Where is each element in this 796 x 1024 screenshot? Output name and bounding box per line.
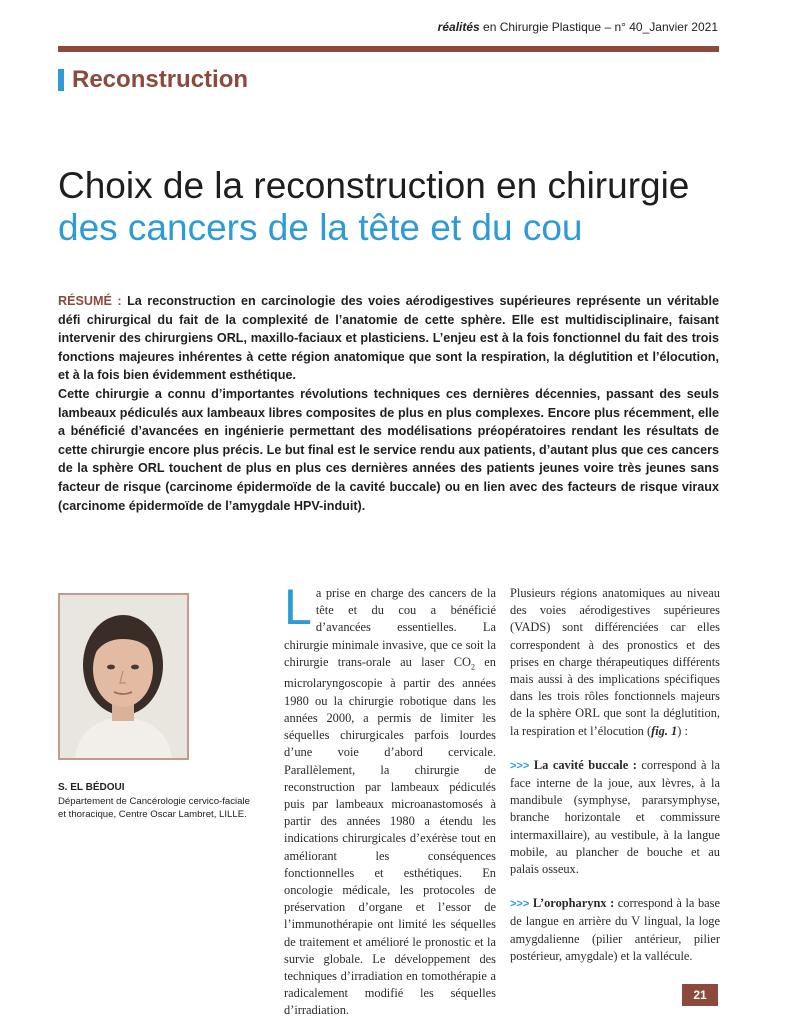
abstract-label: RÉSUMÉ : (58, 294, 122, 308)
item-text: correspond à la base de langue en arrière du V lingual, la loge amygdalienne (pilier antérieur, pilier postérieur, amygdale) et la vallécule. (510, 896, 720, 963)
author-block (58, 781, 258, 821)
title-line-2: des cancers de la tête et du cou (58, 206, 583, 248)
journal-issue: en Chirurgie Plastique – n° 40_Janvier 2021 (479, 20, 718, 34)
arrow-bullet-icon: >>> (510, 759, 530, 772)
author-affiliation: Département de Cancérologie cervico-faciale et thoracique, Centre Oscar Lambret, LILLE. (58, 796, 250, 820)
journal-header (438, 20, 718, 34)
intro-paragraph (284, 579, 496, 1020)
list-item (510, 895, 720, 965)
title-line-1: Choix de la reconstruction en chirurgie (58, 164, 690, 206)
section-label: Reconstruction (72, 66, 249, 93)
abstract-paragraph-2: Cette chirurgie a connu d’importantes révolutions techniques ces dernières décennies, passant des seuls lambeaux pédiculés aux lambeaux libres composites de plus en plus complexes. Encore plus récemment, elle a bénéficié d’avancées en ingénierie permettant des modélisations préopératoires rendant les résultats de cette chirurgie encore plus précis. Le but final est le service rendu aux patients, d’autant plus que ces cancers de la sphère ORL touchent de plus en plus ces dernières années des patients jeunes voire très jeunes sans facteur de risque (carcinome épidermoïde de la cavité buccale) ou en lien avec des facteurs de risque viraux (carcinome épidermoïde de l’amygdale HPV-induit). (58, 386, 719, 513)
abstract-text-1: La reconstruction en carcinologie des voies aérodigestives supérieures représente un véritable défi chirurgical du fait de la complexité de l’anatomie de cette sphère. Elle est multidisciplinaire, faisant intervenir des chirurgiens ORL, maxillo-faciaux et plasticiens. L’enjeu est à la fois fonctionnel du fait des trois fonctions majeures inhérentes à cette région anatomique que sont la respiration, la déglutition et l’élocution, et à la fois bien évidemment esthétique. (58, 294, 720, 383)
section-marker (58, 69, 64, 91)
abstract (58, 292, 719, 515)
body-column-1 (284, 579, 496, 1020)
item-keyword: L’oropharynx : (532, 896, 615, 911)
author-photo (58, 593, 189, 760)
regions-text-end: ) : (677, 723, 688, 738)
body-column-2 (510, 585, 720, 965)
figure-reference: fig. 1 (651, 723, 678, 738)
intro-text-1: a prise en charge des cancers de la tête et du cou a bénéficié d’avancées essentielles. La chirurgie minimale invasive, que ce soit la chirurgie trans-orale au laser CO (284, 586, 496, 669)
page-number: 21 (682, 984, 718, 1006)
list-item (510, 757, 720, 878)
intro-text-2: en microlaryngoscopie à partir des années 1980 ou la chirurgie robotique dans les années 2000, a permis de limiter les séquelles chirurgicales parfois lourdes d’une voie d’abord cervicale. Parallèlement, la chirurgie de reconstruction par lambeaux pédiculés puis par lambeaux microanastomosés à partir des années 1980 a étendu les indications chirurgicales d’exérèse tout en améliorant les conséquences fonctionnelles et esthétiques. En oncologie médicale, les protocoles de préservation d’organe et l’essor de l’immunothérapie ont limité les séquelles de traitement et amélioré le pronostic et la survie globale. Le développement des techniques d’irradiation en tomothérapie a radicalement modifié les séquelles d’irradiation. (284, 654, 496, 1018)
item-keyword: La cavité buccale : (533, 757, 637, 772)
regions-text: Plusieurs régions anatomiques au niveau des voies aérodigestives supérieures (VADS) sont différenciées car elles correspondent à des pronostics et des prises en charge thérapeutiques différents mais aussi à des implications spécifiques dans les trois rôles fonctionnels majeurs de la sphère ORL que sont la déglutition, la respiration et l’élocution ( (510, 586, 720, 738)
drop-cap: L (284, 579, 312, 635)
header-rule (58, 46, 719, 52)
journal-brand: réalités (437, 20, 480, 34)
arrow-bullet-icon: >>> (510, 898, 530, 911)
abstract-paragraph-1 (58, 292, 719, 385)
item-text: correspond à la face interne de la joue, aux lèvres, à la mandibule (symphyse, pararsymphyse, branche horizontale et commissure intermaxillaire), au vestibule, à la langue mobile, au plancher de bouche et au palais osseux. (510, 757, 720, 877)
co2-subscript: 2 (471, 662, 475, 672)
regions-paragraph (510, 585, 720, 740)
section-heading (58, 66, 248, 94)
author-name: S. EL BÉDOUI (58, 782, 125, 793)
author-portrait (60, 595, 187, 758)
article-title (58, 165, 738, 249)
